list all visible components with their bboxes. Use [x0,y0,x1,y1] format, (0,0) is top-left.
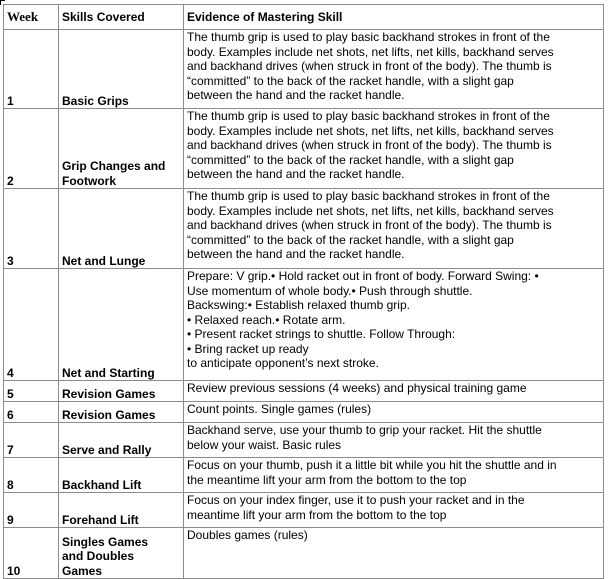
table-row [4,528,604,579]
skill-line: Net and Lunge [62,253,146,268]
week-number: 3 [4,189,59,269]
skill-line: Footwork [62,173,116,188]
evidence-line: meantime lift your arm from the bottom to the top [187,507,447,522]
evidence-line: and backhand drives (when struck in front of the body). The thumb is [187,59,552,73]
evidence-of-mastery [184,269,604,381]
table-row [4,189,604,269]
skill-line: Serve and Rally [62,442,152,457]
header-skills-covered: Skills Covered [59,5,184,30]
evidence-line: below your waist. Basic rules [187,437,342,452]
week-number: 7 [4,423,59,458]
skill-covered [59,423,184,458]
skill-covered [59,528,184,579]
evidence-line: Focus on your index finger, use it to push your racket and in the [187,493,525,507]
evidence-line: Focus on your thumb, push it a little bit while you hit the shuttle and in [187,458,557,472]
skill-line: Singles Games [62,534,149,549]
week-number: 1 [4,30,59,109]
evidence-line: The thumb grip is used to play basic backhand strokes in front of the [187,189,550,203]
week-number: 6 [4,402,59,423]
evidence-line: • Bring racket up ready [187,341,309,356]
evidence-of-mastery [184,528,604,579]
evidence-line: Doubles games (rules) [187,528,308,542]
evidence-line: The thumb grip is used to play basic backhand strokes in front of the [187,109,550,123]
evidence-of-mastery [184,402,604,423]
week-number: 8 [4,458,59,493]
header-week: Week [4,5,59,30]
evidence-line: Backswing:• Establish relaxed thumb grip. [187,298,410,312]
evidence-line: The thumb grip is used to play basic backhand strokes in front of the [187,30,550,44]
evidence-line: Count points. Single games (rules) [187,402,372,416]
table-row [4,402,604,423]
evidence-line: “committed” to the back of the racket handle, with a slight gap [187,73,514,88]
evidence-line: Use momentum of whole body.• Push through shuttle. [187,283,473,298]
evidence-line: body. Examples include net shots, net lifts, net kills, backhand serves [187,123,554,138]
week-number: 4 [4,269,59,381]
evidence-line: body. Examples include net shots, net lifts, net kills, backhand serves [187,203,554,218]
week-number: 2 [4,109,59,189]
evidence-line: “committed” to the back of the racket handle, with a slight gap [187,232,514,247]
table-row [4,109,604,189]
evidence-line: between the hand and the racket handle. [187,88,405,102]
table-row [4,458,604,493]
evidence-of-mastery [184,458,604,493]
skill-line: Games [62,563,103,578]
evidence-of-mastery [184,493,604,528]
evidence-line: the meantime lift your arm from the bottom to the top [187,472,467,487]
evidence-line: “committed” to the back of the racket handle, with a slight gap [187,152,514,167]
evidence-of-mastery [184,423,604,458]
table-body [4,30,604,579]
skill-line: Revision Games [62,386,156,401]
evidence-of-mastery [184,189,604,269]
skill-line: Basic Grips [62,93,129,108]
skill-covered [59,458,184,493]
skill-line: Revision Games [62,407,156,422]
evidence-line: Backhand serve, use your thumb to grip your racket. Hit the shuttle [187,423,542,437]
skill-line: Net and Starting [62,365,155,380]
header-evidence: Evidence of Mastering Skill [184,5,604,30]
table-row [4,30,604,109]
evidence-line: body. Examples include net shots, net lifts, net kills, backhand serves [187,44,554,59]
skill-line: and Doubles [62,549,135,563]
skill-line: Grip Changes and [62,159,166,173]
week-number: 10 [4,528,59,579]
skill-covered [59,189,184,269]
weekly-skills-table [3,4,604,579]
evidence-line: • Relaxed reach.• Rotate arm. [187,312,346,327]
evidence-of-mastery [184,30,604,109]
evidence-line: Prepare: V grip.• Hold racket out in front of body. Forward Swing: • [187,269,539,283]
table-row [4,269,604,381]
skill-covered [59,381,184,402]
evidence-line: between the hand and the racket handle. [187,247,405,261]
evidence-line: between the hand and the racket handle. [187,167,405,181]
skill-line: Backhand Lift [62,477,142,492]
evidence-line: to anticipate opponent’s next stroke. [187,356,379,370]
week-number: 9 [4,493,59,528]
evidence-of-mastery [184,381,604,402]
table-row [4,493,604,528]
table-row [4,423,604,458]
evidence-line: • Present racket strings to shuttle. Follow Through: [187,327,456,341]
skill-covered [59,402,184,423]
evidence-line: Review previous sessions (4 weeks) and physical training game [187,381,527,395]
header-row [4,5,604,30]
evidence-line: and backhand drives (when struck in front of the body). The thumb is [187,138,552,152]
skill-covered [59,30,184,109]
skill-covered [59,269,184,381]
evidence-of-mastery [184,109,604,189]
skill-covered [59,109,184,189]
table-row [4,381,604,402]
skill-line: Forehand Lift [62,512,139,527]
week-number: 5 [4,381,59,402]
evidence-line: and backhand drives (when struck in front of the body). The thumb is [187,218,552,232]
skill-covered [59,493,184,528]
